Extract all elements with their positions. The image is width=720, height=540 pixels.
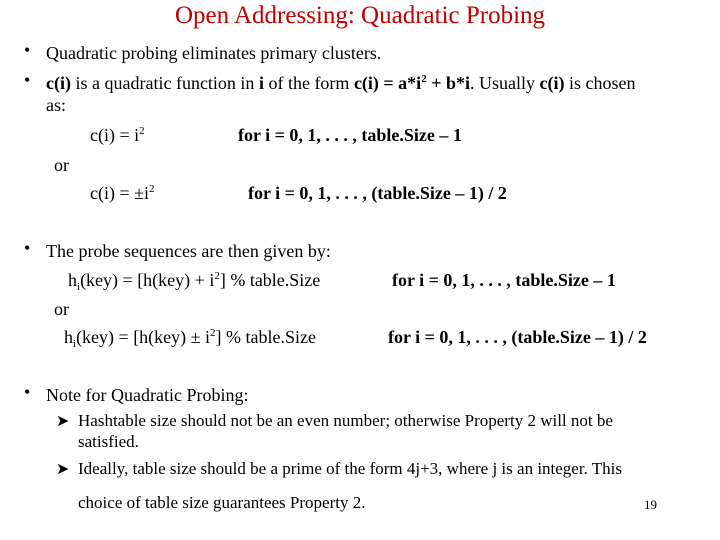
formula-2-condition: for i = 0, 1, . . . , (table.Size – 1) / 2: [248, 183, 507, 203]
bullet-dot-icon: •: [24, 238, 31, 258]
hash-formula-1-condition: for i = 0, 1, . . . , table.Size – 1: [392, 270, 616, 290]
bullet-dot-icon: •: [24, 382, 31, 402]
hash-formula-2-condition: for i = 0, 1, . . . , (table.Size – 1) / 2: [388, 327, 647, 347]
page-number: 19: [644, 497, 657, 512]
bullet-2-line-2: as:: [46, 95, 66, 115]
sub-bullet-1-line-1: Hashtable size should not be an even number; otherwise Property 2 will not be: [78, 411, 613, 430]
bullet-dot-icon: •: [24, 70, 31, 90]
sub-bullet-1-line-2: satisfied.: [78, 432, 139, 451]
right-arrow-icon: ➤: [56, 413, 70, 430]
slide-title: Open Addressing: Quadratic Probing: [174, 2, 546, 29]
sub-bullet-2-line-1: Ideally, table size should be a prime of the form 4j+3, where j is an integer. This: [78, 459, 622, 478]
bullet-4-text: Note for Quadratic Probing:: [46, 385, 249, 405]
bullet-3-text: The probe sequences are then given by:: [46, 241, 331, 261]
hash-formula-1: $h_i(key) = [h(key) + i^2]$ % table.Size: [68, 270, 321, 293]
quadratic-form: $c(i) = a*i^2 + b*i$: [353, 73, 470, 93]
formula-1: $c(i) = i^2$: [90, 125, 145, 145]
bullet-2-line-1: c(i) is a quadratic function in i of the form $c(i) = a*i^2 + b*i$. Usually c(i) is chosen: [46, 73, 636, 93]
formula-2: $c(i) = \pm i^2$: [90, 183, 155, 203]
c-i-term: c(i): [46, 73, 71, 93]
bullet-dot-icon: •: [24, 40, 31, 60]
formula-1-condition: for i = 0, 1, . . . , table.Size – 1: [238, 125, 462, 145]
right-arrow-icon: ➤: [56, 461, 70, 478]
sub-bullet-2-line-2: choice of table size guarantees Property 2.: [78, 493, 366, 512]
bullet-1-text: Quadratic probing eliminates primary clusters.: [46, 43, 382, 63]
or-label: or: [54, 299, 69, 319]
hash-formula-2: $h_i(key) = [h(key) \pm i^2]$ % table.Size: [64, 327, 317, 350]
or-label: or: [54, 155, 69, 175]
